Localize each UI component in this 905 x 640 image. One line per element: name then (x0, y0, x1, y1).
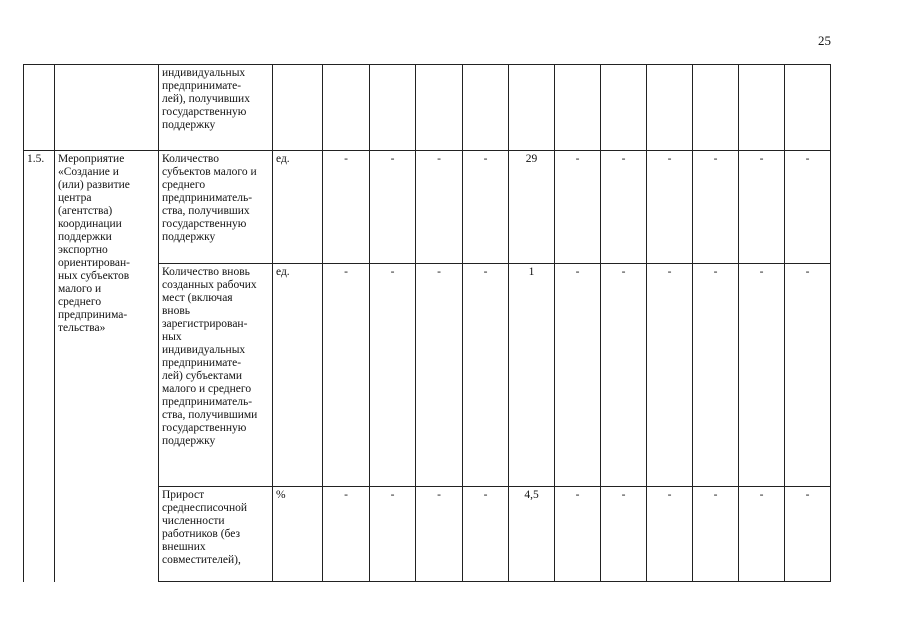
value-cell: - (647, 487, 693, 582)
value-cell: - (370, 264, 416, 487)
page-number: 25 (818, 33, 831, 48)
value-cell: 1 (509, 264, 555, 487)
value-cell: - (416, 487, 463, 582)
unit-cell: % (273, 487, 323, 582)
table-row (24, 151, 831, 264)
item-number: 1.5. (24, 151, 55, 582)
indicator-name: Прирост среднесписочной численности работников (без внешних совместителей), (159, 487, 273, 582)
program-indicators-table (23, 64, 831, 582)
value-cell: - (416, 151, 463, 264)
unit-cell (273, 65, 323, 151)
value-cell: - (785, 151, 831, 264)
indicator-name: Количество вновь созданных рабочих мест (включая вновь зарегистрирован- ных индивидуальных предпринимате- лей) субъектами малого и среднего предприниматель- ства, получившими государственную поддержку (159, 264, 273, 487)
value-cell: - (601, 487, 647, 582)
value-cell: - (693, 264, 739, 487)
value-cell: - (370, 487, 416, 582)
value-cell: - (647, 151, 693, 264)
value-cell: - (555, 487, 601, 582)
indicator-name: индивидуальных предпринимате- лей), получивших государственную поддержку (159, 65, 273, 151)
unit-cell: ед. (273, 151, 323, 264)
value-cell: - (693, 487, 739, 582)
unit-cell: ед. (273, 264, 323, 487)
value-cell: - (323, 264, 370, 487)
value-cell: - (693, 151, 739, 264)
value-cell: - (739, 487, 785, 582)
value-cell: - (601, 151, 647, 264)
value-cell: - (601, 264, 647, 487)
cell-event (55, 65, 159, 151)
value-cell: - (785, 487, 831, 582)
cell-number (24, 65, 55, 151)
value-cell: - (739, 151, 785, 264)
value-cell: - (323, 151, 370, 264)
value-cell: - (370, 151, 416, 264)
value-cell: - (647, 264, 693, 487)
value-cell: - (739, 264, 785, 487)
value-cell: - (555, 151, 601, 264)
value-cell: 29 (509, 151, 555, 264)
value-cell: - (463, 487, 509, 582)
value-cell: - (416, 264, 463, 487)
value-cell: - (785, 264, 831, 487)
table-row-continuation (24, 65, 831, 151)
value-cell: - (323, 487, 370, 582)
value-cell: 4,5 (509, 487, 555, 582)
value-cell: - (463, 151, 509, 264)
value-cell: - (463, 264, 509, 487)
value-cell: - (555, 264, 601, 487)
event-name: Мероприятие «Создание и (или) развитие центра (агентства) координации поддержки экспортно ориентирован- ных субъектов малого и среднего предпринима- тельства» (55, 151, 159, 582)
indicator-name: Количество субъектов малого и среднего предприниматель- ства, получивших государственную поддержку (159, 151, 273, 264)
